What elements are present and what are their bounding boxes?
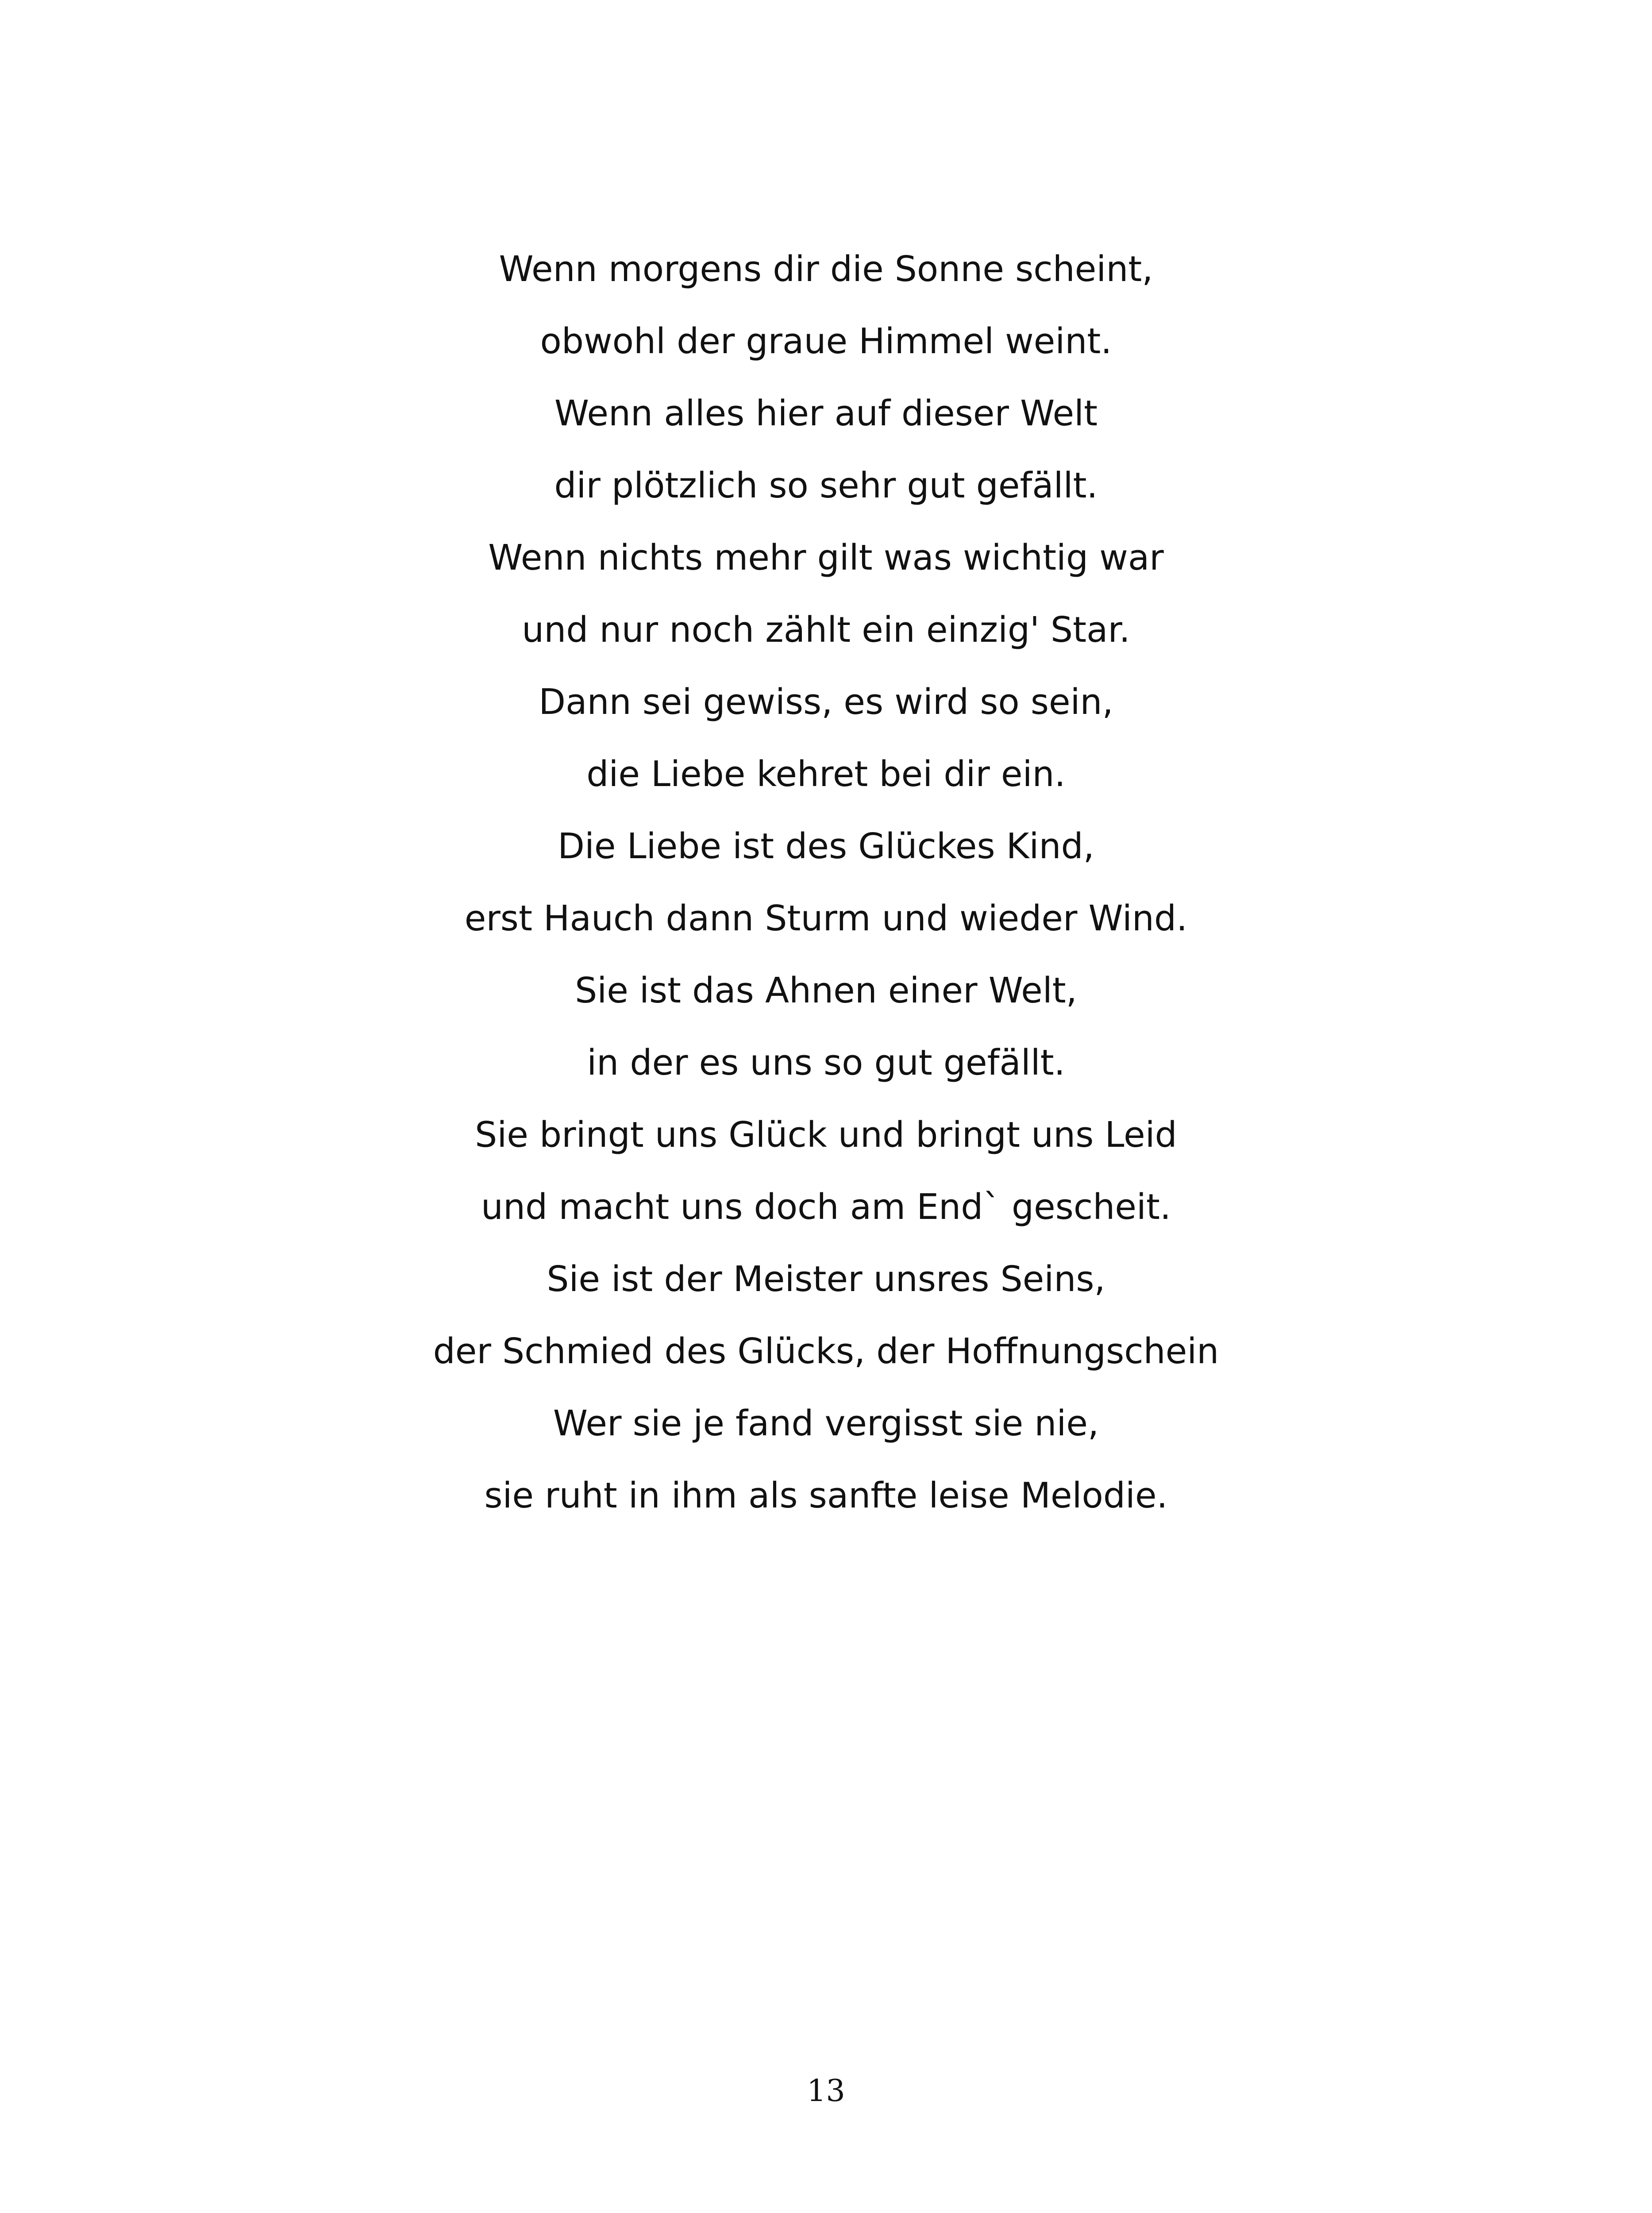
poem-line: sie ruht in ihm als sanfte leise Melodie.	[484, 1475, 1168, 1516]
poem-line: erst Hauch dann Sturm und wieder Wind.	[464, 898, 1188, 939]
poem-line: und nur noch zählt ein einzig' Star.	[522, 609, 1130, 650]
poem-line: Wenn alles hier auf dieser Welt	[554, 393, 1098, 434]
poem-line: obwohl der graue Himmel weint.	[540, 321, 1112, 362]
poem-line: Wer sie je fand vergisst sie nie,	[553, 1403, 1099, 1444]
poem-text	[0, 233, 1652, 1532]
poem-line: in der es uns so gut gefällt.	[587, 1042, 1065, 1083]
poem-line: Sie bringt uns Glück und bringt uns Leid	[475, 1114, 1177, 1155]
page-number: 13	[807, 2074, 845, 2109]
poem-line: Wenn nichts mehr gilt was wichtig war	[488, 537, 1164, 578]
poem-line: dir plötzlich so sehr gut gefällt.	[554, 465, 1098, 506]
poem-line: der Schmied des Glücks, der Hoffnungschein	[433, 1331, 1219, 1372]
poem-line: Dann sei gewiss, es wird so sein,	[539, 682, 1113, 722]
poem-line: Wenn morgens dir die Sonne scheint,	[499, 249, 1153, 289]
poem-line: Sie ist der Meister unsres Seins,	[547, 1259, 1105, 1299]
poem-line: die Liebe kehret bei dir ein.	[586, 754, 1066, 794]
poem-line: Die Liebe ist des Glückes Kind,	[558, 826, 1094, 867]
poem-line: und macht uns doch am End` gescheit.	[481, 1187, 1171, 1227]
poem-line: Sie ist das Ahnen einer Welt,	[575, 970, 1077, 1011]
